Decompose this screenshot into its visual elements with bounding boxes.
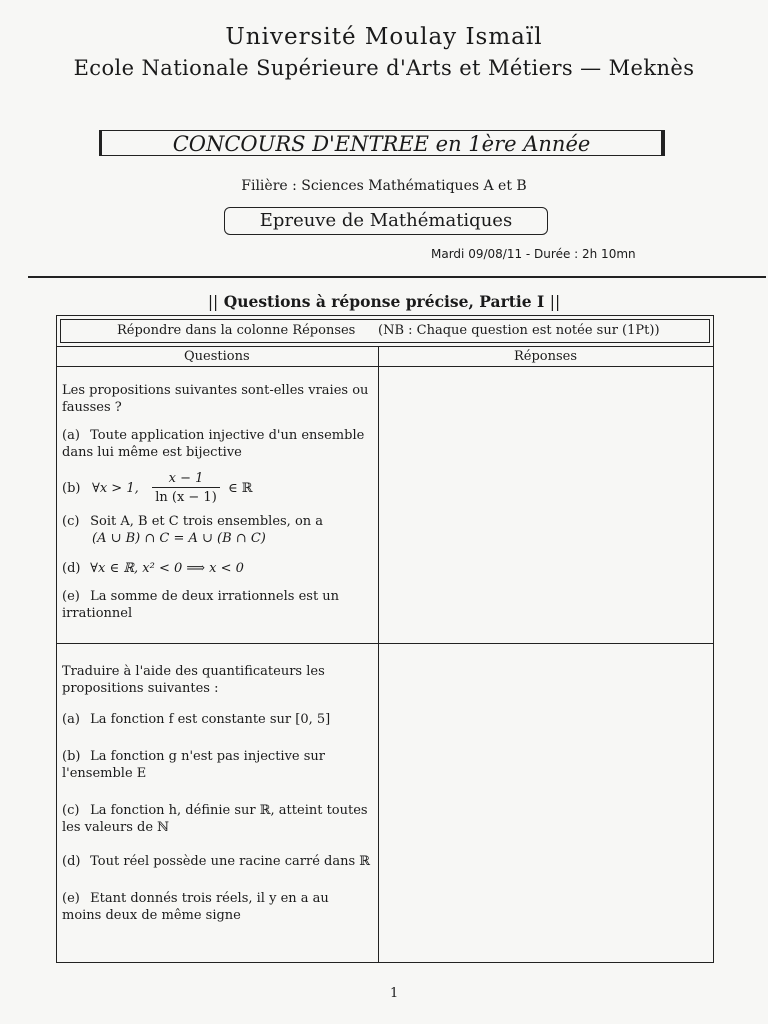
block2-item-c [62,802,372,836]
fraction-numerator: x − 1 [168,471,204,486]
exam-date: Mardi 09/08/11 - Durée : 2h 10mn [431,247,636,261]
item-text: ∀x ∈ ℝ, x² < 0 ⟹ x < 0 [90,561,244,576]
header-line-bottom [56,366,714,367]
item-text: La somme de deux irrationnels est un irrationnel [62,589,340,621]
fraction-bar [152,487,220,488]
block1-item-b [62,470,372,506]
item-label: (d) [62,854,81,869]
fraction-denominator: ln (x − 1) [155,490,217,505]
block2-item-e [62,890,372,924]
block1-item-d [62,560,372,577]
instruction-right: (NB : Chaque question est notée sur (1Pt)) [378,323,660,338]
section-title-text: Questions à réponse précise, Partie I [223,292,545,311]
divider [28,276,766,278]
block2-item-d [62,853,372,870]
item-label: (c) [62,803,80,818]
item-label: (d) [62,561,81,576]
item-text: La fonction g n'est pas injective sur l'ensemble E [62,749,326,781]
item-label: (b) [62,481,81,496]
item-text: Etant donnés trois réels, il y en a au moins deux de même signe [62,891,329,923]
instruction-left: Répondre dans la colonne Réponses [117,323,356,338]
block1-intro: Les propositions suivantes sont-elles vraies ou fausses ? [62,383,369,415]
instruction-row [60,319,710,343]
block1-item-a [62,427,372,461]
filiere: Filière : Sciences Mathématiques A et B [241,178,527,194]
item-text: La fonction h, définie sur ℝ, atteint toutes les valeurs de ℕ [62,803,368,835]
block-separator [56,643,714,644]
block2-intro: Traduire à l'aide des quantificateurs les propositions suivantes : [62,664,325,696]
block1-item-c [62,513,372,547]
item-c-formula: (A ∪ B) ∩ C = A ∪ (B ∩ C) [92,531,266,546]
school-name: Ecole Nationale Supérieure d'Arts et Métiers — Meknès [73,56,695,80]
exam-title: CONCOURS D'ENTREE en 1ère Année [99,130,665,156]
item-label: (e) [62,891,80,906]
item-text: Toute application injective d'un ensemble dans lui même est bijective [62,428,365,460]
university-name: Université Moulay Ismaïl [225,24,543,50]
column-divider [378,346,379,963]
column-header-reponses: Réponses [514,349,578,364]
item-label: (b) [62,749,81,764]
item-text: Soit A, B et C trois ensembles, on a [90,514,324,529]
item-text: La fonction f est constante sur [0, 5] [90,712,331,727]
title-bar-right: || [549,293,561,311]
item-b-suffix: ∈ ℝ [228,481,253,496]
item-label: (a) [62,712,80,727]
item-label: (e) [62,589,80,604]
block2-item-b [62,748,372,782]
section-title [0,292,768,311]
page-number: 1 [390,986,399,1001]
item-label: (c) [62,514,80,529]
header-line-top [56,346,714,347]
item-text: Tout réel possède une racine carré dans ℝ [90,854,371,869]
column-header-questions: Questions [184,349,250,364]
title-bar-left: || [207,293,219,311]
item-b-prefix: ∀x > 1, [92,481,139,496]
block1-item-e [62,588,372,622]
block2-item-a [62,711,372,728]
item-label: (a) [62,428,80,443]
subject-title: Epreuve de Mathématiques [224,207,548,235]
